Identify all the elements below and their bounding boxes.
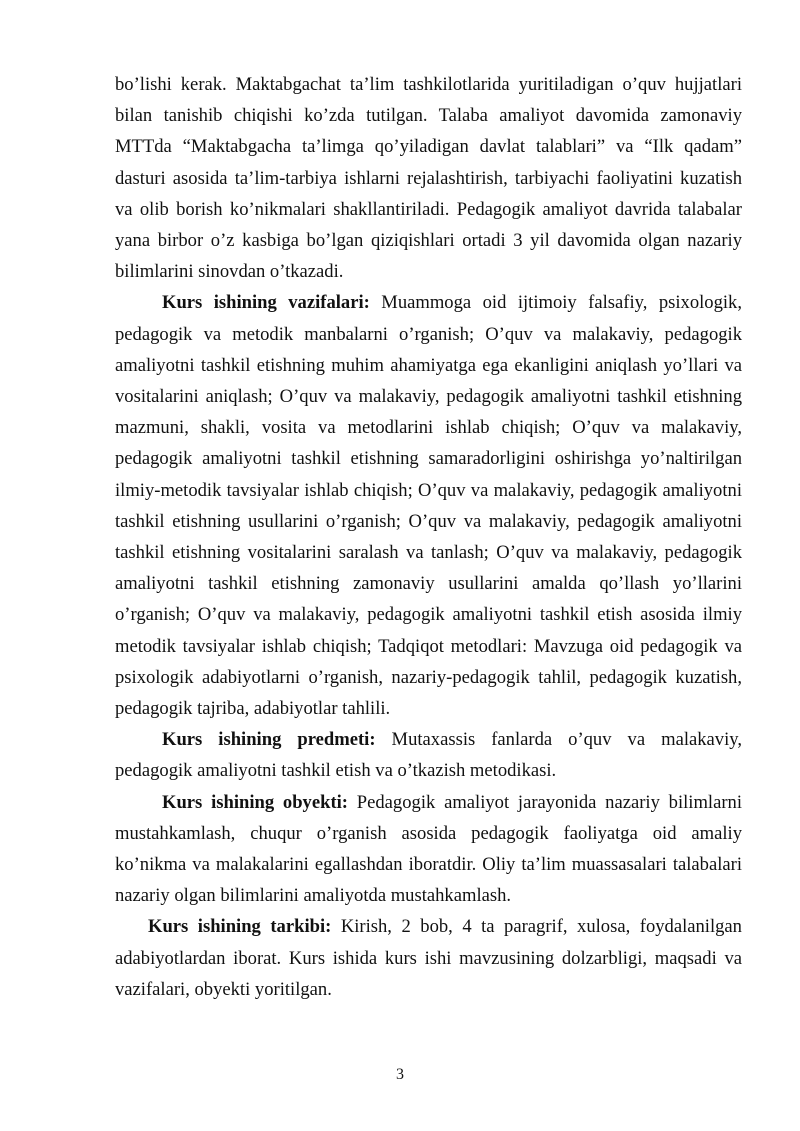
paragraph-text: bo’lishi kerak. Maktabgachat ta’lim tashkilotlarida yuritiladigan o’quv hujjatlari bilan tanishib chiqishi ko’zda tutilgan. Talaba amaliyot davomida zamonaviy MTTda “Maktabgacha ta’limga qo’yiladigan davlat talablari” va “Ilk qadam” dasturi asosida ta’lim-tarbiya ishlarni rejalashtirish, tarbiyachi faoliyatini kuzatish va olib borish ko’nikmalari shakllantiriladi. Pedagogik amaliyot davrida talabalar yana birbor o’z kasbiga bo’lgan qiziqishlari ortadi 3 yil davomida olgan nazariy bilimlarini sinovdan o’tkazadi.: [115, 74, 742, 283]
paragraph-tarkibi: [115, 911, 742, 1005]
paragraph-intro: [115, 69, 742, 287]
paragraph-text: Muammoga oid ijtimoiy falsafiy, psixologik, pedagogik va metodik manbalarni o’rganish; O’quv va malakaviy, pedagogik amaliyotni tashkil etishning muhim ahamiyatga ega ekanligini aniqlash yo’llari va vositalarini aniqlash; O’quv va malakaviy, pedagogik amaliyotni tashkil etishning mazmuni, shakli, vosita va metodlarini ishlab chiqish; O’quv va malakaviy, pedagogik amaliyotni tashkil etishning samaradorligini oshirishga yo’naltirilgan ilmiy-metodik tavsiyalar ishlab chiqish; O’quv va malakaviy, pedagogik amaliyotni tashkil etishning usullarini o’rganish; O’quv va malakaviy, pedagogik amaliyotni tashkil etishning vositalarini saralash va tanlash; O’quv va malakaviy, pedagogik amaliyotni tashkil etishning zamonaviy usullarini amalda qo’llash yo’llarini o’rganish; O’quv va malakaviy, pedagogik amaliyotni tashkil etish asosida ilmiy metodik tavsiyalar ishlab chiqish; Tadqiqot metodlari: Mavzuga oid pedagogik va psixologik adabiyotlarni o’rganish, nazariy-pedagogik tahlil, pedagogik kuzatish, pedagogik tajriba, adabiyotlar tahlili.: [115, 292, 742, 720]
page-number: 3: [396, 1066, 404, 1083]
paragraph-heading: Kurs ishining tarkibi:: [148, 916, 332, 938]
paragraph-text: Mutaxassis fanlarda o’quv va malakaviy, pedagogik amaliyotni tashkil etish va o’tkazish metodikasi.: [115, 729, 742, 782]
paragraph-predmeti: [115, 724, 742, 786]
body-text: [115, 69, 742, 1005]
paragraph-obyekti: [115, 787, 742, 912]
paragraph-vazifalari: [115, 287, 742, 724]
paragraph-text: Kirish, 2 bob, 4 ta paragrif, xulosa, foydalanilgan adabiyotlardan iborat. Kurs ishida kurs ishi mavzusining dolzarbligi, maqsadi va vazifalari, obyekti yoritilgan.: [115, 916, 742, 1000]
paragraph-heading: Kurs ishining vazifalari:: [162, 292, 370, 314]
paragraph-heading: Kurs ishining predmeti:: [162, 729, 376, 751]
paragraph-heading: Kurs ishining obyekti:: [162, 791, 348, 813]
paragraph-text: Pedagogik amaliyot jarayonida nazariy bilimlarni mustahkamlash, chuqur o’rganish asosida pedagogik faoliyatga oid amaliy ko’nikma va malakalarini egallashdan iboratdir. Oliy ta’lim muassasalari talabalari nazariy olgan bilimlarini amaliyotda mustahkamlash.: [115, 791, 742, 907]
